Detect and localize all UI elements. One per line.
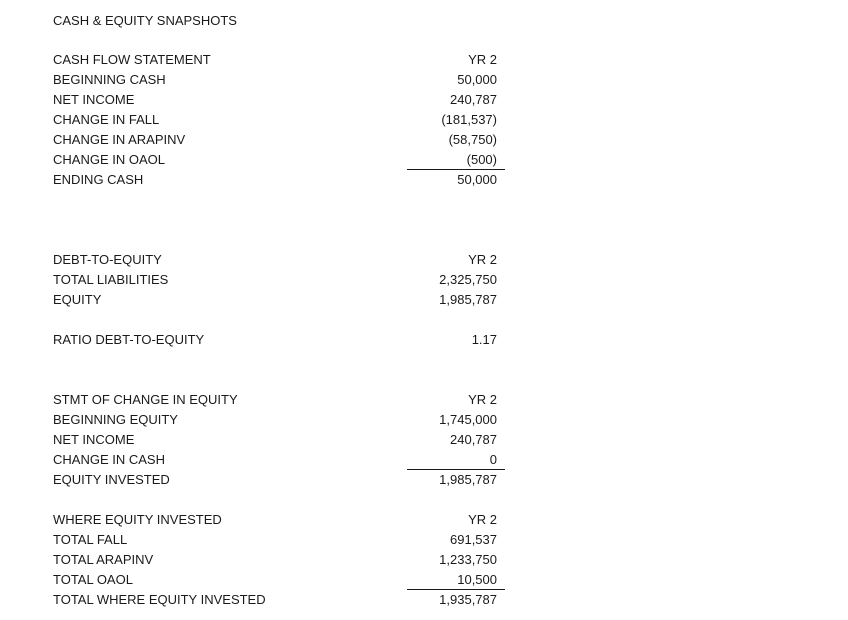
table-row (0, 70, 848, 90)
row-label: NET INCOME (53, 432, 135, 447)
row-label: TOTAL ARAPINV (53, 552, 154, 567)
row-value: 1,935,787 (439, 592, 497, 607)
table-row (0, 530, 848, 550)
row-value: 50,000 (457, 172, 497, 187)
section-header (0, 390, 848, 410)
row-label: EQUITY (53, 292, 102, 307)
total-row (0, 170, 848, 190)
row-label: TOTAL WHERE EQUITY INVESTED (53, 592, 266, 607)
row-value: (58,750) (448, 132, 497, 147)
total-row (0, 470, 848, 490)
section-header (0, 510, 848, 530)
where-invested-section (0, 510, 848, 610)
change-in-equity-section (0, 390, 848, 490)
column-header: YR 2 (468, 512, 497, 527)
row-label: CHANGE IN FALL (53, 112, 160, 127)
row-value: 691,537 (450, 532, 497, 547)
table-row (0, 570, 848, 590)
section-title: CASH FLOW STATEMENT (53, 52, 211, 67)
column-header: YR 2 (468, 252, 497, 267)
column-header: YR 2 (468, 52, 497, 67)
table-row (0, 410, 848, 430)
table-row (0, 90, 848, 110)
section-header (0, 250, 848, 270)
row-value: 50,000 (457, 72, 497, 87)
row-label: TOTAL LIABILITIES (53, 272, 169, 287)
table-row (0, 270, 848, 290)
row-value: 1,985,787 (439, 292, 497, 307)
table-row (0, 430, 848, 450)
row-value: 1,745,000 (439, 412, 497, 427)
table-row (0, 110, 848, 130)
page-title: CASH & EQUITY SNAPSHOTS (53, 13, 237, 28)
row-value: 1,233,750 (439, 552, 497, 567)
column-header: YR 2 (468, 392, 497, 407)
row-label: BEGINNING CASH (53, 72, 166, 87)
table-row (0, 150, 848, 170)
table-row (0, 550, 848, 570)
ratio-row (0, 330, 848, 350)
row-label: TOTAL FALL (53, 532, 128, 547)
row-label: CHANGE IN CASH (53, 452, 165, 467)
row-value: 0 (489, 452, 497, 467)
row-value: 2,325,750 (439, 272, 497, 287)
row-value: 1,985,787 (439, 472, 497, 487)
row-value: 10,500 (457, 572, 497, 587)
ratio-value: 1.17 (471, 332, 497, 347)
row-label: EQUITY INVESTED (53, 472, 170, 487)
table-row (0, 290, 848, 310)
row-label: NET INCOME (53, 92, 135, 107)
section-title: DEBT-TO-EQUITY (53, 252, 162, 267)
table-row (0, 130, 848, 150)
row-label: CHANGE IN ARAPINV (53, 132, 186, 147)
section-header (0, 50, 848, 70)
row-value: (181,537) (441, 112, 497, 127)
table-row (0, 450, 848, 470)
row-value: (500) (466, 152, 497, 167)
section-title: STMT OF CHANGE IN EQUITY (53, 392, 238, 407)
total-row (0, 590, 848, 610)
row-value: 240,787 (450, 92, 497, 107)
row-label: TOTAL OAOL (53, 572, 133, 587)
debt-to-equity-section (0, 250, 848, 350)
cash-flow-section (0, 50, 848, 190)
row-value: 240,787 (450, 432, 497, 447)
ratio-label: RATIO DEBT-TO-EQUITY (53, 332, 205, 347)
row-label: BEGINNING EQUITY (53, 412, 178, 427)
section-title: WHERE EQUITY INVESTED (53, 512, 222, 527)
row-label: CHANGE IN OAOL (53, 152, 165, 167)
row-label: ENDING CASH (53, 172, 144, 187)
